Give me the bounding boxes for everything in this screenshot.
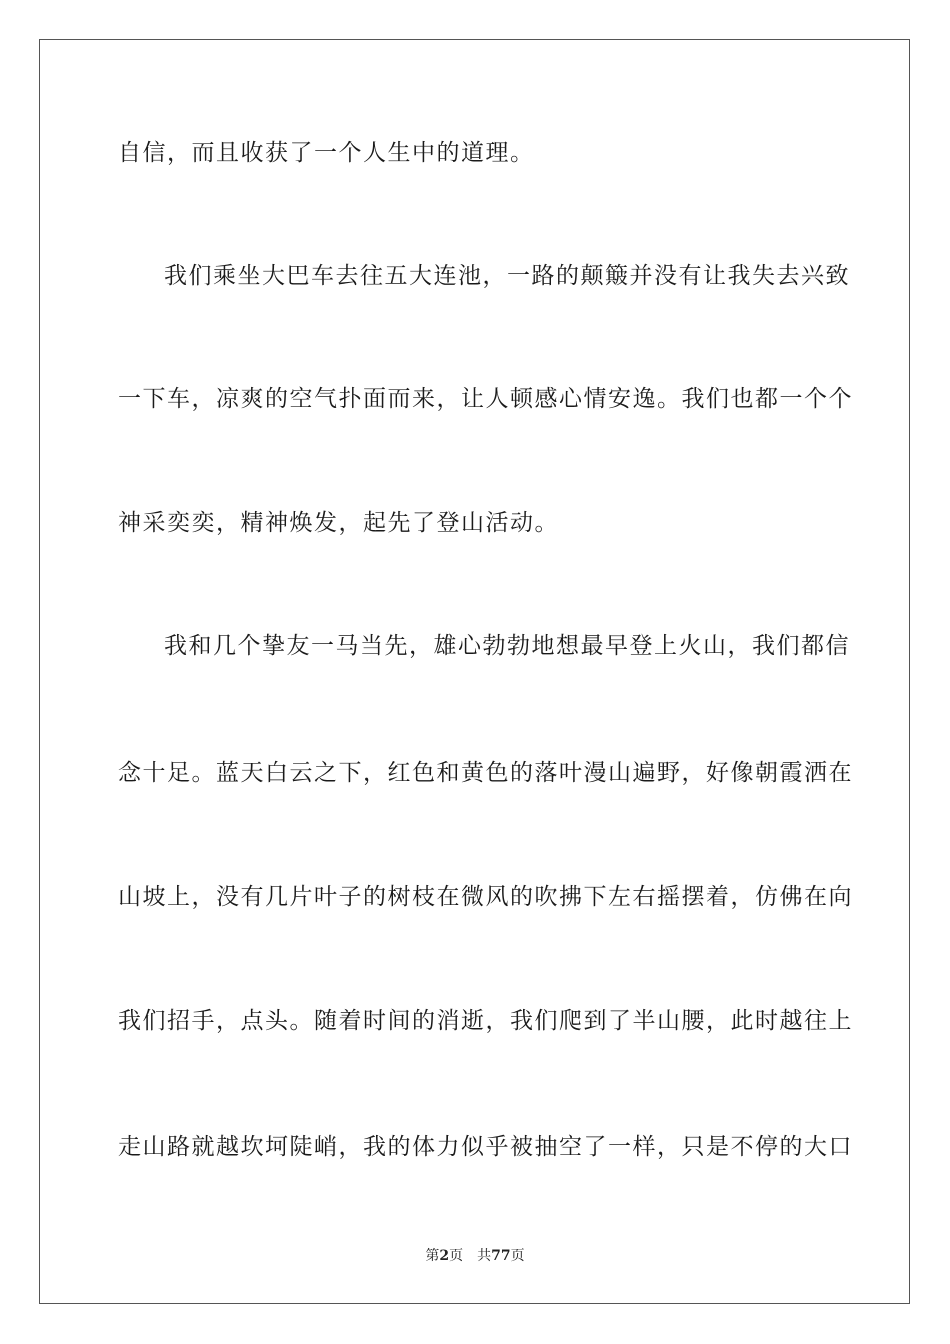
total-pages-suffix: 页 [510,1248,525,1264]
text-line: 一下车，凉爽的空气扑面而来，让人顿感心情安逸。我们也都一个个 [118,386,853,412]
text-line: 我和几个挚友一马当先，雄心勃勃地想最早登上火山，我们都信 [164,633,850,659]
page-number: 2 [439,1248,450,1264]
text-line: 山坡上，没有几片叶子的树枝在微风的吹拂下左右摇摆着，仿佛在向 [118,884,853,910]
total-pages: 77 [491,1248,511,1264]
page-footer [0,1247,950,1265]
text-line: 我们乘坐大巴车去往五大连池，一路的颠簸并没有让我失去兴致 [164,263,850,289]
text-line: 我们招手，点头。随着时间的消逝，我们爬到了半山腰，此时越往上 [118,1008,853,1034]
page-border [39,39,910,1304]
page-number-prefix: 第 [425,1248,440,1264]
text-line: 神采奕奕，精神焕发，起先了登山活动。 [118,510,559,536]
page-number-suffix: 页 [449,1248,464,1264]
text-line: 念十足。蓝天白云之下，红色和黄色的落叶漫山遍野，好像朝霞洒在 [118,760,853,786]
text-line: 自信，而且收获了一个人生中的道理。 [118,140,535,166]
total-pages-prefix: 共 [477,1248,492,1264]
text-line: 走山路就越坎坷陡峭，我的体力似乎被抽空了一样，只是不停的大口 [118,1134,853,1160]
